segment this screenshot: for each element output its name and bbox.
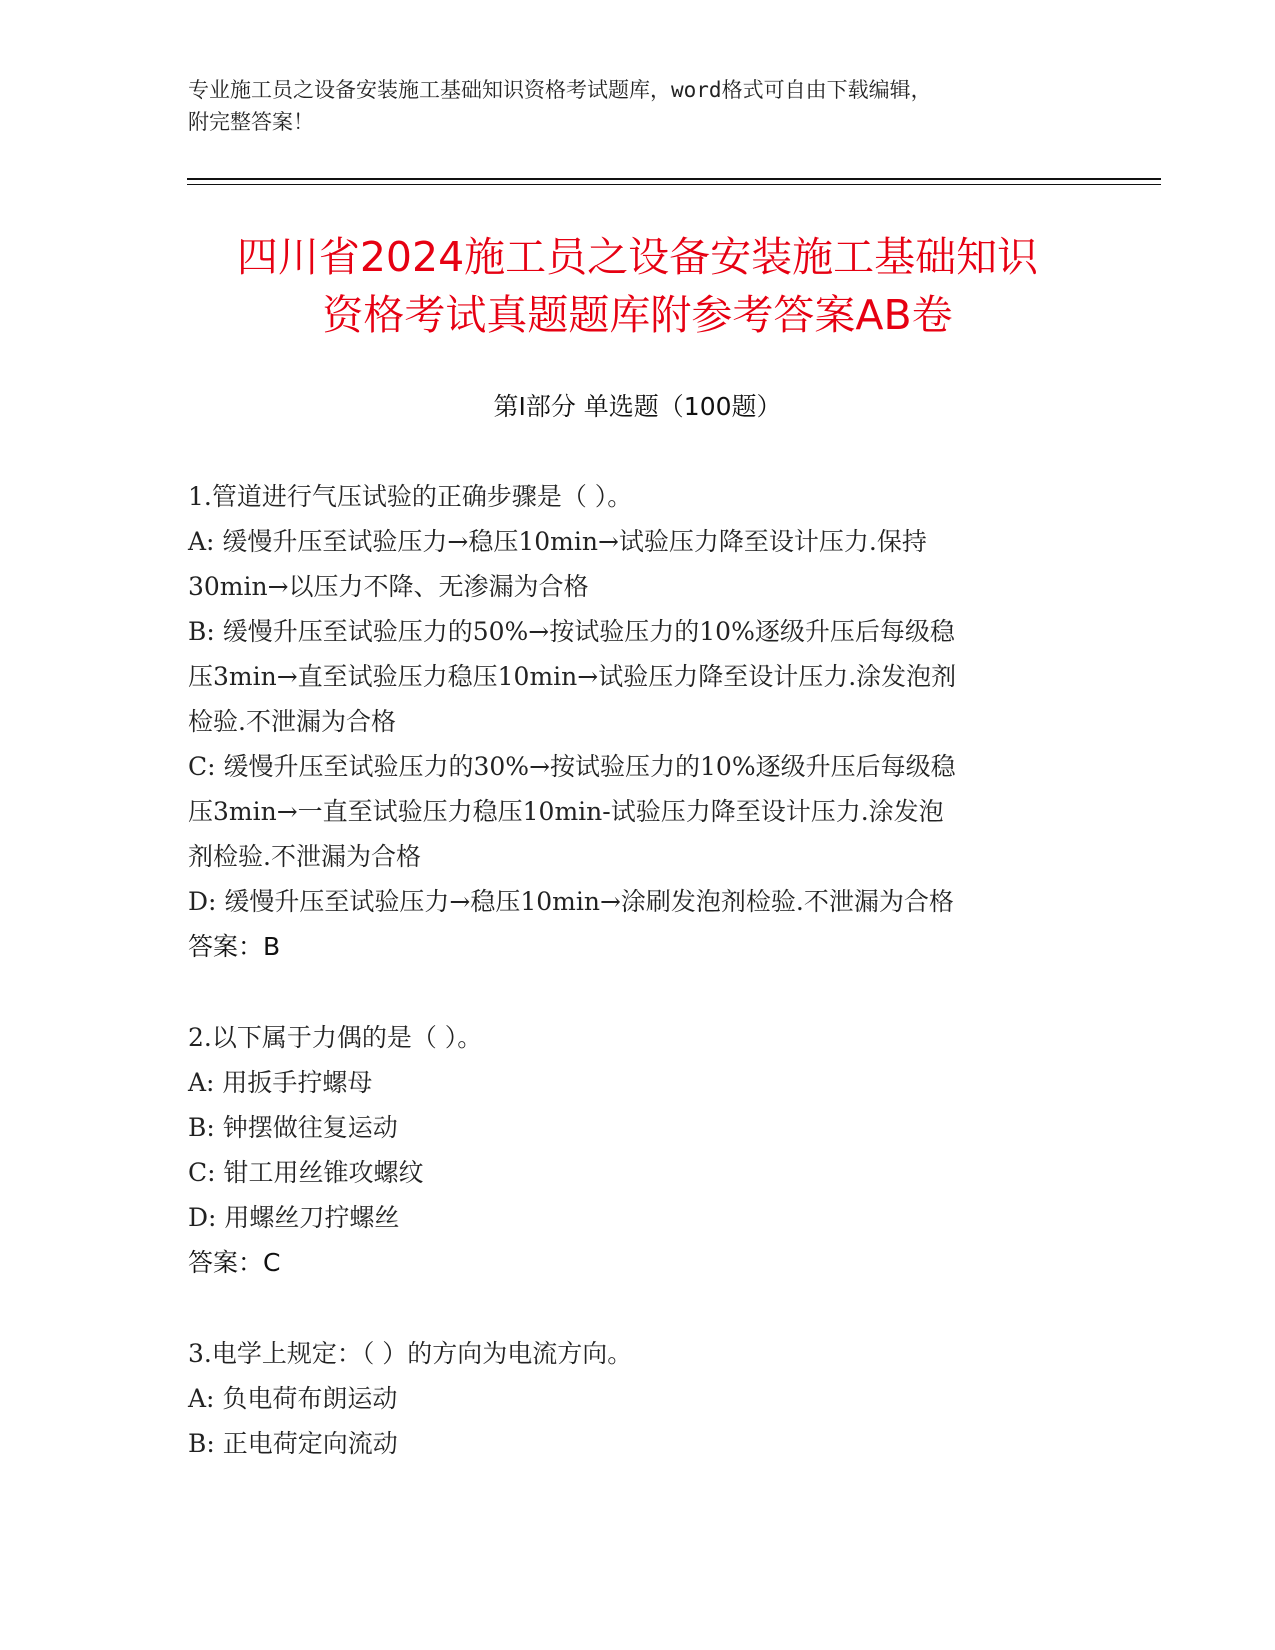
header-divider-thick [187, 178, 1161, 180]
question-1-option-c: C: 缓慢升压至试验压力的30%→按试验压力的10%逐级升压后每级稳 [188, 752, 956, 781]
question-1-option-b-cont: 压3min→直至试验压力稳压10min→试验压力降至设计压力.涂发泡剂 [188, 662, 957, 691]
question-1-option-c-cont: 压3min→一直至试验压力稳压10min-试验压力降至设计压力.涂发泡 [188, 797, 944, 826]
document-title [140, 228, 1135, 344]
question-3-option-b: B: 正电荷定向流动 [188, 1429, 398, 1458]
question-2 [188, 1015, 1088, 1285]
question-1-option-b-cont-2: 检验.不泄漏为合格 [188, 707, 396, 736]
question-1-option-d: D: 缓慢升压至试验压力→稳压10min→涂刷发泡剂检验.不泄漏为合格 [188, 887, 954, 916]
header-divider-thin [187, 184, 1161, 185]
question-1-stem: 1.管道进行气压试验的正确步骤是（ ）。 [188, 482, 633, 511]
question-1-option-a: A: 缓慢升压至试验压力→稳压10min→试验压力降至设计压力.保持 [188, 527, 927, 556]
question-2-option-c: C: 钳工用丝锥攻螺纹 [188, 1158, 424, 1187]
question-2-option-d: D: 用螺丝刀拧螺丝 [188, 1203, 400, 1232]
section-heading: 第Ⅰ部分 单选题（100题） [493, 392, 782, 421]
question-2-answer: 答案：C [188, 1248, 281, 1277]
question-3-stem: 3.电学上规定：（ ）的方向为电流方向。 [188, 1339, 633, 1368]
question-1-option-a-cont: 30min→以压力不降、无渗漏为合格 [188, 572, 589, 601]
header-note-line-2: 附完整答案！ [188, 110, 314, 134]
question-list [188, 474, 1088, 1466]
question-1-option-b: B: 缓慢升压至试验压力的50%→按试验压力的10%逐级升压后每级稳 [188, 617, 955, 646]
question-spacer [188, 1285, 1088, 1331]
question-2-option-a: A: 用扳手拧螺母 [188, 1068, 373, 1097]
question-1-answer: 答案：B [188, 932, 281, 961]
header-note-line-1: 专业施工员之设备安装施工基础知识资格考试题库，word格式可自由下载编辑， [188, 78, 932, 102]
question-3-option-a: A: 负电荷布朗运动 [188, 1384, 398, 1413]
document-title-line-2: 资格考试真题题库附参考答案AB卷 [322, 291, 953, 339]
header-note [188, 74, 1088, 138]
question-2-option-b: B: 钟摆做往复运动 [188, 1113, 398, 1142]
question-1-option-c-cont-2: 剂检验.不泄漏为合格 [188, 842, 421, 871]
question-spacer [188, 969, 1088, 1015]
question-1 [188, 474, 1088, 969]
question-2-stem: 2.以下属于力偶的是（ ）。 [188, 1023, 483, 1052]
question-3 [188, 1331, 1088, 1466]
document-title-line-1: 四川省2024施工员之设备安装施工基础知识 [236, 233, 1039, 281]
